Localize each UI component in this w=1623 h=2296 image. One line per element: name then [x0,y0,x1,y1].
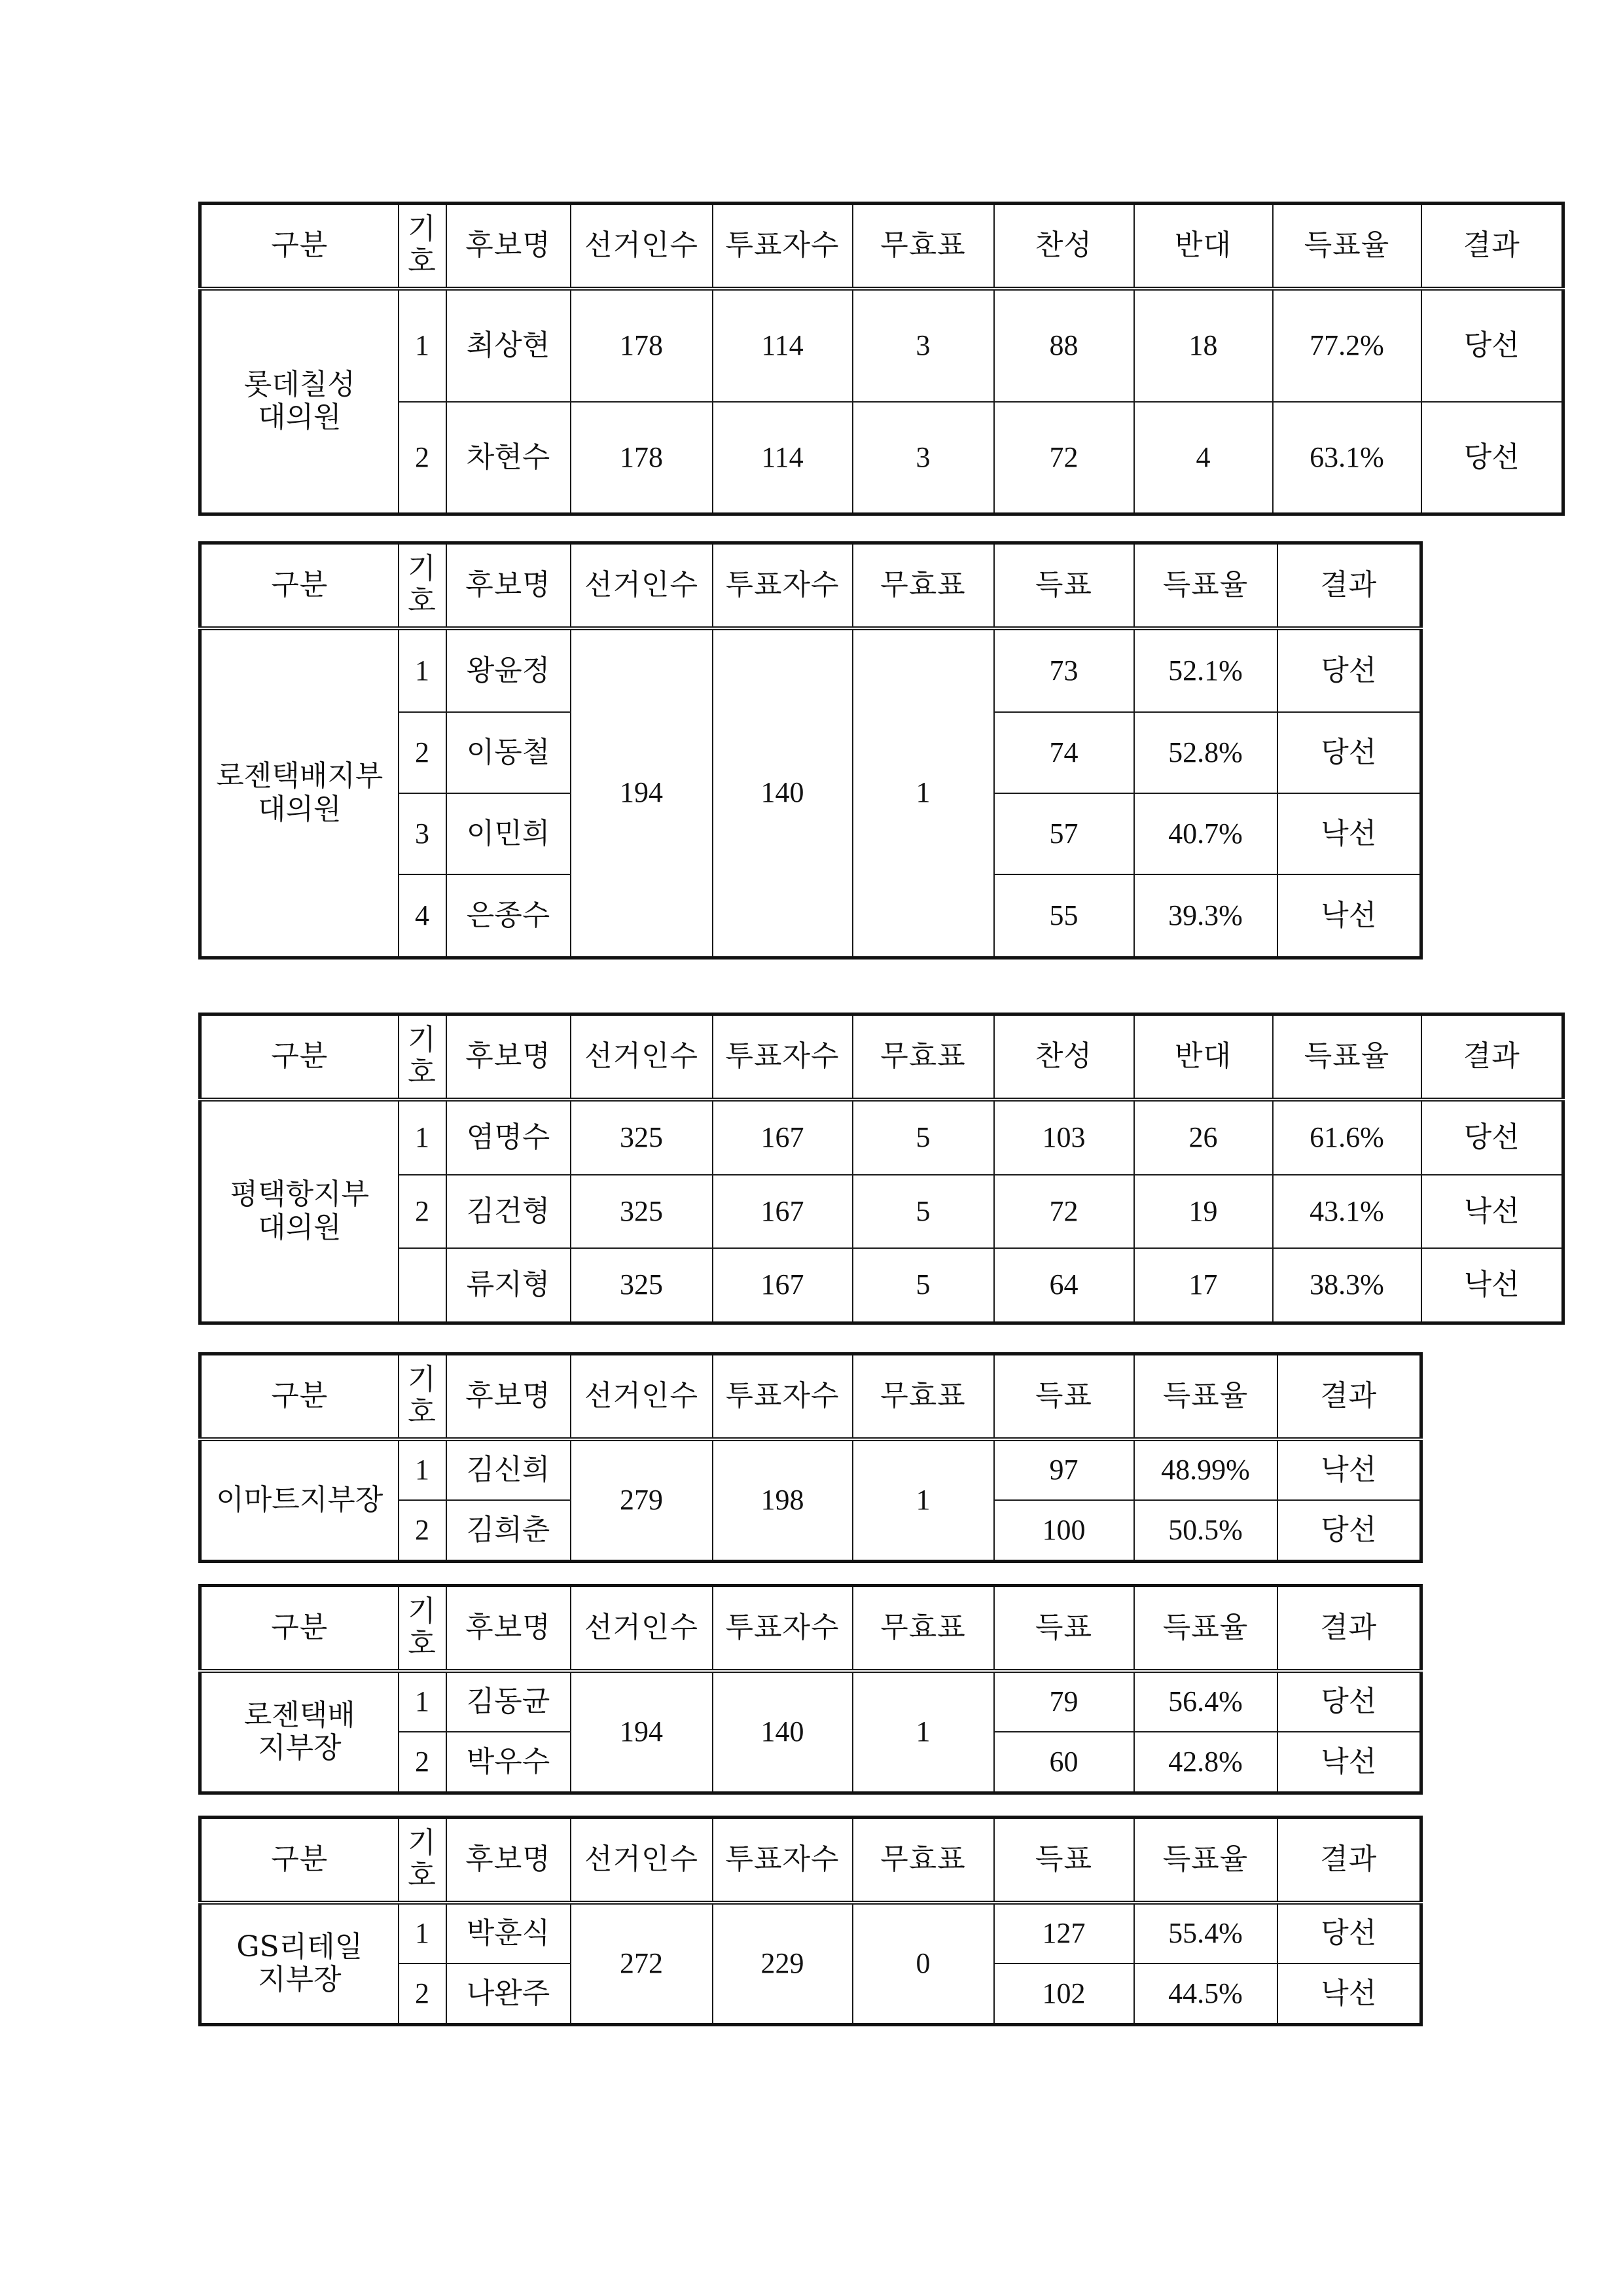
header-giho: 기 호 [399,1014,446,1100]
result-value: 당선 [1277,712,1421,793]
no-value: 18 [1134,289,1273,402]
giho-cell [399,1248,446,1323]
candidate-name: 김동균 [446,1671,571,1732]
header-rate: 득표율 [1273,1014,1421,1100]
rate-value: 63.1% [1273,402,1421,514]
group-label: 이마트지부장 [200,1439,399,1562]
rate-value: 48.99% [1134,1439,1277,1501]
candidate-name: 염명수 [446,1100,571,1175]
voters-value: 229 [713,1903,853,2025]
candidate-name: 왕윤정 [446,628,571,713]
header-invalid: 무효표 [853,204,994,289]
rate-value: 52.1% [1134,628,1277,713]
candidate-name: 이민희 [446,793,571,874]
header-invalid: 무효표 [853,1014,994,1100]
rate-value: 52.8% [1134,712,1277,793]
yes-value: 72 [994,402,1134,514]
header-giho: 기 호 [399,1818,446,1903]
result-value: 낙선 [1277,1439,1421,1501]
header-invalid: 무효표 [853,543,994,628]
invalid-value: 1 [853,1671,994,1793]
voters-value: 140 [713,628,853,958]
electorate-value: 178 [571,402,713,514]
giho-cell: 2 [399,1500,446,1561]
group-label: 로젠택배 지부장 [200,1671,399,1793]
invalid-value: 3 [853,402,994,514]
votes-value: 60 [994,1732,1134,1793]
vote-table-logen-delegates [198,541,1423,960]
yes-value: 72 [994,1175,1134,1248]
voters-value: 114 [713,402,853,514]
yes-value: 103 [994,1100,1134,1175]
header-voters: 투표자수 [713,1014,853,1100]
group-label: 평택항지부 대의원 [200,1100,399,1323]
candidate-name: 박훈식 [446,1903,571,1964]
header-result: 결과 [1421,204,1563,289]
header-row [200,1586,1421,1671]
candidate-name: 류지형 [446,1248,571,1323]
header-voters: 투표자수 [713,1586,853,1671]
voters-value: 140 [713,1671,853,1793]
electorate-value: 325 [571,1175,713,1248]
invalid-value: 5 [853,1100,994,1175]
header-row [200,1354,1421,1439]
voters-value: 167 [713,1248,853,1323]
yes-value: 88 [994,289,1134,402]
result-value: 당선 [1277,1903,1421,1964]
result-value: 낙선 [1421,1175,1563,1248]
table-row [200,1671,1421,1732]
giho-cell: 3 [399,793,446,874]
header-result: 결과 [1277,1818,1421,1903]
header-candidate: 후보명 [446,1586,571,1671]
candidate-name: 최상현 [446,289,571,402]
giho-cell: 2 [399,1175,446,1248]
header-electorate: 선거인수 [571,543,713,628]
rate-value: 55.4% [1134,1903,1277,1964]
header-no: 반대 [1134,204,1273,289]
header-invalid: 무효표 [853,1586,994,1671]
header-result: 결과 [1277,543,1421,628]
header-voters: 투표자수 [713,1354,853,1439]
rate-value: 50.5% [1134,1500,1277,1561]
header-yes: 찬성 [994,204,1134,289]
header-rate: 득표율 [1134,1586,1277,1671]
header-candidate: 후보명 [446,1354,571,1439]
votes-value: 57 [994,793,1134,874]
header-candidate: 후보명 [446,1818,571,1903]
table-row [200,289,1563,402]
result-value: 당선 [1421,1100,1563,1175]
voters-value: 198 [713,1439,853,1562]
candidate-name: 김건형 [446,1175,571,1248]
candidate-name: 이동철 [446,712,571,793]
header-votes: 득표 [994,1818,1134,1903]
header-rate: 득표율 [1134,543,1277,628]
no-value: 19 [1134,1175,1273,1248]
rate-value: 43.1% [1273,1175,1421,1248]
rate-value: 42.8% [1134,1732,1277,1793]
result-value: 당선 [1277,628,1421,713]
header-votes: 득표 [994,1354,1134,1439]
table-row [200,628,1421,713]
header-votes: 득표 [994,543,1134,628]
header-electorate: 선거인수 [571,1354,713,1439]
giho-cell: 1 [399,1439,446,1501]
vote-table-pyeongtaek-port [198,1013,1565,1325]
rate-value: 56.4% [1134,1671,1277,1732]
header-rate: 득표율 [1134,1354,1277,1439]
votes-value: 74 [994,712,1134,793]
electorate-value: 279 [571,1439,713,1562]
vote-table-logen-branch-chief [198,1584,1423,1795]
header-row [200,543,1421,628]
votes-value: 79 [994,1671,1134,1732]
votes-value: 55 [994,874,1134,958]
header-invalid: 무효표 [853,1354,994,1439]
electorate-value: 325 [571,1100,713,1175]
header-giho: 기 호 [399,543,446,628]
votes-value: 102 [994,1964,1134,2024]
voters-value: 167 [713,1100,853,1175]
header-gubun: 구분 [200,1014,399,1100]
header-candidate: 후보명 [446,1014,571,1100]
header-electorate: 선거인수 [571,1818,713,1903]
header-electorate: 선거인수 [571,204,713,289]
header-result: 결과 [1277,1586,1421,1671]
header-row [200,1818,1421,1903]
electorate-value: 272 [571,1903,713,2025]
result-value: 낙선 [1421,1248,1563,1323]
vote-table-emart-branch-chief [198,1352,1423,1563]
group-label: GS리테일 지부장 [200,1903,399,2025]
invalid-value: 3 [853,289,994,402]
candidate-name: 나완주 [446,1964,571,2024]
candidate-name: 김신희 [446,1439,571,1501]
header-gubun: 구분 [200,543,399,628]
header-gubun: 구분 [200,1354,399,1439]
header-voters: 투표자수 [713,1818,853,1903]
header-rate: 득표율 [1134,1818,1277,1903]
invalid-value: 1 [853,628,994,958]
votes-value: 97 [994,1439,1134,1501]
candidate-name: 박우수 [446,1732,571,1793]
votes-value: 100 [994,1500,1134,1561]
header-rate: 득표율 [1273,204,1421,289]
invalid-value: 5 [853,1248,994,1323]
result-value: 당선 [1277,1500,1421,1561]
header-row [200,204,1563,289]
voters-value: 167 [713,1175,853,1248]
table-row [200,1175,1563,1248]
header-giho: 기 호 [399,204,446,289]
voters-value: 114 [713,289,853,402]
rate-value: 77.2% [1273,289,1421,402]
yes-value: 64 [994,1248,1134,1323]
result-value: 당선 [1421,402,1563,514]
header-giho: 기 호 [399,1586,446,1671]
giho-cell: 2 [399,1732,446,1793]
header-candidate: 후보명 [446,543,571,628]
result-value: 낙선 [1277,1964,1421,2024]
header-yes: 찬성 [994,1014,1134,1100]
giho-cell: 1 [399,289,446,402]
votes-value: 73 [994,628,1134,713]
giho-cell: 2 [399,1964,446,2024]
votes-value: 127 [994,1903,1134,1964]
giho-cell: 2 [399,402,446,514]
electorate-value: 194 [571,628,713,958]
header-electorate: 선거인수 [571,1014,713,1100]
group-label: 로젠택배지부 대의원 [200,628,399,958]
invalid-value: 0 [853,1903,994,2025]
vote-table-gs-retail-branch-chief [198,1816,1423,2026]
header-result: 결과 [1277,1354,1421,1439]
result-value: 당선 [1421,289,1563,402]
no-value: 4 [1134,402,1273,514]
electorate-value: 325 [571,1248,713,1323]
header-votes: 득표 [994,1586,1134,1671]
rate-value: 40.7% [1134,793,1277,874]
electorate-value: 178 [571,289,713,402]
header-electorate: 선거인수 [571,1586,713,1671]
candidate-name: 차현수 [446,402,571,514]
header-gubun: 구분 [200,1586,399,1671]
result-value: 낙선 [1277,874,1421,958]
candidate-name: 은종수 [446,874,571,958]
header-giho: 기 호 [399,1354,446,1439]
giho-cell: 2 [399,712,446,793]
electorate-value: 194 [571,1671,713,1793]
group-label: 롯데칠성 대의원 [200,289,399,514]
giho-cell: 4 [399,874,446,958]
rate-value: 39.3% [1134,874,1277,958]
table-row [200,402,1563,514]
rate-value: 38.3% [1273,1248,1421,1323]
result-value: 당선 [1277,1671,1421,1732]
invalid-value: 5 [853,1175,994,1248]
rate-value: 44.5% [1134,1964,1277,2024]
header-no: 반대 [1134,1014,1273,1100]
header-gubun: 구분 [200,204,399,289]
vote-table-lotte-chilsung [198,202,1565,516]
header-voters: 투표자수 [713,204,853,289]
result-value: 낙선 [1277,1732,1421,1793]
no-value: 17 [1134,1248,1273,1323]
header-voters: 투표자수 [713,543,853,628]
giho-cell: 1 [399,1671,446,1732]
candidate-name: 김희춘 [446,1500,571,1561]
header-row [200,1014,1563,1100]
header-gubun: 구분 [200,1818,399,1903]
table-row [200,1100,1563,1175]
giho-cell: 1 [399,1903,446,1964]
table-row [200,1248,1563,1323]
giho-cell: 1 [399,1100,446,1175]
no-value: 26 [1134,1100,1273,1175]
rate-value: 61.6% [1273,1100,1421,1175]
table-row [200,1903,1421,1964]
header-result: 결과 [1421,1014,1563,1100]
header-invalid: 무효표 [853,1818,994,1903]
result-value: 낙선 [1277,793,1421,874]
invalid-value: 1 [853,1439,994,1562]
giho-cell: 1 [399,628,446,713]
table-row [200,1439,1421,1501]
header-candidate: 후보명 [446,204,571,289]
